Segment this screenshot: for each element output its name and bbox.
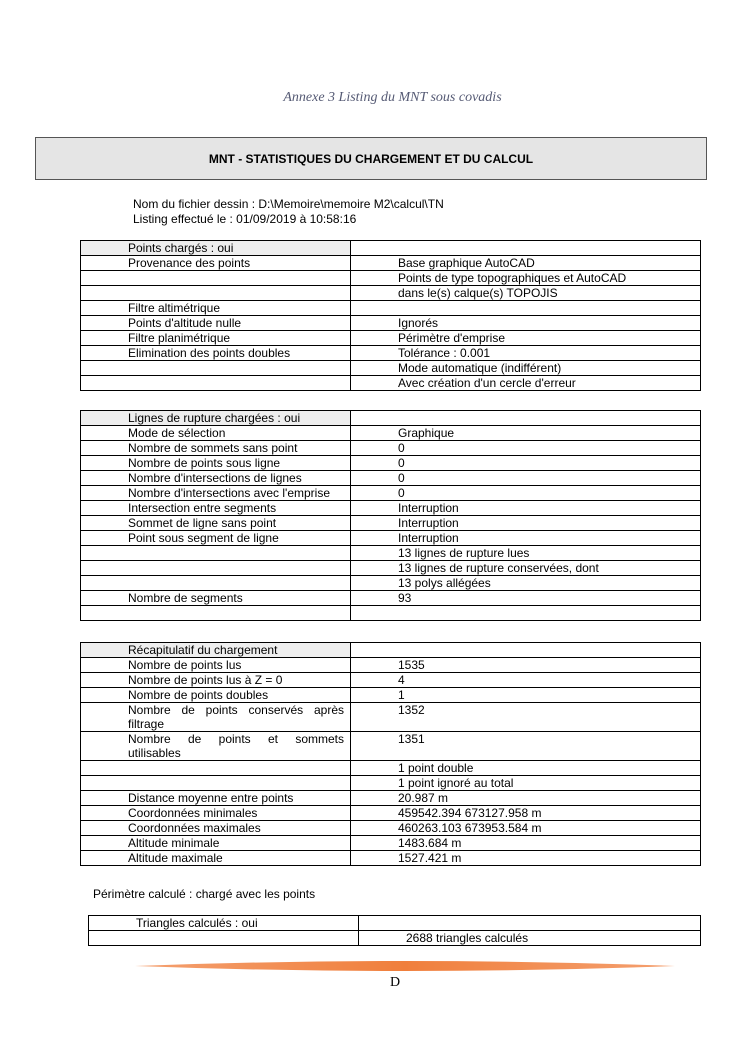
table-row (81, 761, 701, 776)
file-name-line: Nom du fichier dessin : D:\Memoire\memoire M2\calcul\TN (133, 197, 444, 211)
table-cell-label (81, 576, 351, 591)
table-row (81, 316, 701, 331)
table-cell-label: Triangles calculés : oui (89, 916, 359, 931)
table-cell-label: Nombre de points sous ligne (81, 456, 351, 471)
table-cell-value: Avec création d'un cercle d'erreur (351, 376, 701, 391)
table-cell-label (89, 931, 359, 946)
table-cell-label: Nombre de segments (81, 591, 351, 606)
table-cell-label: Points d'altitude nulle (81, 316, 351, 331)
table-row (81, 376, 701, 391)
table-cell-value: 0 (351, 486, 701, 501)
table-cell-label: Nombre de points lus à Z = 0 (81, 673, 351, 688)
table-row (81, 286, 701, 301)
table-row (81, 471, 701, 486)
table-cell-label: Altitude maximale (81, 851, 351, 866)
table-cell-label: Mode de sélection (81, 426, 351, 441)
table-row (81, 776, 701, 791)
table-cell-value: dans le(s) calque(s) TOPOJIS (351, 286, 701, 301)
footer-accent-bar (135, 958, 675, 974)
report-title-box (35, 137, 707, 180)
table-cell-value: 0 (351, 471, 701, 486)
table-cell-value: 0 (351, 441, 701, 456)
table-cell-label: Filtre planimétrique (81, 331, 351, 346)
table-cell-label (81, 606, 351, 621)
table-row (81, 658, 701, 673)
table-cell-label: Coordonnées minimales (81, 806, 351, 821)
table-cell-value: Mode automatique (indifférent) (351, 361, 701, 376)
footer-accent-shape (135, 961, 675, 971)
table-cell-value: Graphique (351, 426, 701, 441)
table-row (81, 241, 701, 256)
table-cell-value: 460263.103 673953.584 m (351, 821, 701, 836)
table-cell-value: Interruption (351, 531, 701, 546)
table-cell-value: 1535 (351, 658, 701, 673)
table-cell-label (81, 561, 351, 576)
table-row (81, 516, 701, 531)
table-cell-label: Provenance des points (81, 256, 351, 271)
table-row (81, 821, 701, 836)
table-row (81, 806, 701, 821)
table-cell-label: Sommet de ligne sans point (81, 516, 351, 531)
table-cell-label: Elimination des points doubles (81, 346, 351, 361)
table-row (81, 851, 701, 866)
table-cell-value: Interruption (351, 501, 701, 516)
table-row (81, 791, 701, 806)
table-cell-value (359, 916, 701, 931)
table-cell-value: Ignorés (351, 316, 701, 331)
table-cell-value: Périmètre d'emprise (351, 331, 701, 346)
table-row (81, 836, 701, 851)
table-cell-value: 1483.684 m (351, 836, 701, 851)
table-cell-label: Nombre de sommets sans point (81, 441, 351, 456)
table-cell-value: 20.987 m (351, 791, 701, 806)
table-cell-label: Intersection entre segments (81, 501, 351, 516)
table-cell-value (351, 411, 701, 426)
table-row (81, 256, 701, 271)
table-row (81, 732, 701, 761)
perimeter-line: Périmètre calculé : chargé avec les points (93, 887, 316, 901)
table-cell-label: Filtre altimétrique (81, 301, 351, 316)
table-row (81, 591, 701, 606)
table-cell-label: Nombre d'intersections de lignes (81, 471, 351, 486)
table-row (81, 546, 701, 561)
table-row (81, 301, 701, 316)
page-letter: D (389, 975, 401, 990)
table-row (81, 643, 701, 658)
table-cell-value: 13 lignes de rupture conservées, dont (351, 561, 701, 576)
table-row (81, 688, 701, 703)
table-cell-label (81, 376, 351, 391)
table-row (81, 606, 701, 621)
table-row (81, 531, 701, 546)
table-cell-value: 1 point double (351, 761, 701, 776)
table-cell-value: 4 (351, 673, 701, 688)
table-cell-label (81, 761, 351, 776)
table-cell-label: Nombre de points lus (81, 658, 351, 673)
table-row (81, 331, 701, 346)
table-cell-value (351, 241, 701, 256)
table-cell-label: Altitude minimale (81, 836, 351, 851)
table-cell-label: Points chargés : oui (81, 241, 351, 256)
table-cell-value: 1 (351, 688, 701, 703)
table-row (81, 411, 701, 426)
table-row (81, 361, 701, 376)
table-cell-label: Nombre de points conservés après filtrage (81, 703, 351, 732)
table-cell-label: Coordonnées maximales (81, 821, 351, 836)
table-cell-label (81, 361, 351, 376)
table-cell-value: 13 polys allégées (351, 576, 701, 591)
table-row (81, 501, 701, 516)
table-row (81, 426, 701, 441)
table-row (89, 916, 701, 931)
table-cell-value: 1352 (351, 703, 701, 732)
table-cell-label: Récapitulatif du chargement (81, 643, 351, 658)
table-cell-label: Nombre de points et sommets utilisables (81, 732, 351, 761)
table-cell-label (81, 546, 351, 561)
table-cell-value: 1527.421 m (351, 851, 701, 866)
loading-recap-table (80, 642, 701, 866)
listing-date-line: Listing effectué le : 01/09/2019 à 10:58:16 (133, 212, 357, 226)
points-table (80, 240, 701, 391)
table-cell-label (81, 286, 351, 301)
table-cell-label: Lignes de rupture chargées : oui (81, 411, 351, 426)
table-cell-value: 93 (351, 591, 701, 606)
table-cell-value: 459542.394 673127.958 m (351, 806, 701, 821)
table-cell-value: Interruption (351, 516, 701, 531)
table-cell-value: 13 lignes de rupture lues (351, 546, 701, 561)
table-cell-label (81, 776, 351, 791)
table-row (81, 441, 701, 456)
table-cell-label: Nombre de points doubles (81, 688, 351, 703)
table-cell-value: Tolérance : 0.001 (351, 346, 701, 361)
table-cell-label: Nombre d'intersections avec l'emprise (81, 486, 351, 501)
table-cell-value: 1 point ignoré au total (351, 776, 701, 791)
table-row (81, 271, 701, 286)
triangles-table (88, 915, 701, 946)
table-cell-label (81, 271, 351, 286)
table-cell-value: Base graphique AutoCAD (351, 256, 701, 271)
table-cell-value (351, 643, 701, 658)
table-row (89, 931, 701, 946)
table-row (81, 576, 701, 591)
break-lines-table (80, 410, 701, 621)
table-cell-value (351, 301, 701, 316)
table-cell-value: 2688 triangles calculés (359, 931, 701, 946)
table-row (81, 456, 701, 471)
annex-header: Annexe 3 Listing du MNT sous covadis (283, 90, 502, 105)
table-cell-value: Points de type topographiques et AutoCAD (351, 271, 701, 286)
table-row (81, 561, 701, 576)
table-cell-value: 1351 (351, 732, 701, 761)
table-row (81, 346, 701, 361)
table-cell-label: Distance moyenne entre points (81, 791, 351, 806)
table-cell-value (351, 606, 701, 621)
table-cell-label: Point sous segment de ligne (81, 531, 351, 546)
table-row (81, 703, 701, 732)
report-title: MNT - STATISTIQUES DU CHARGEMENT ET DU CALCUL (208, 151, 534, 166)
table-row (81, 673, 701, 688)
table-row (81, 486, 701, 501)
table-cell-value: 0 (351, 456, 701, 471)
